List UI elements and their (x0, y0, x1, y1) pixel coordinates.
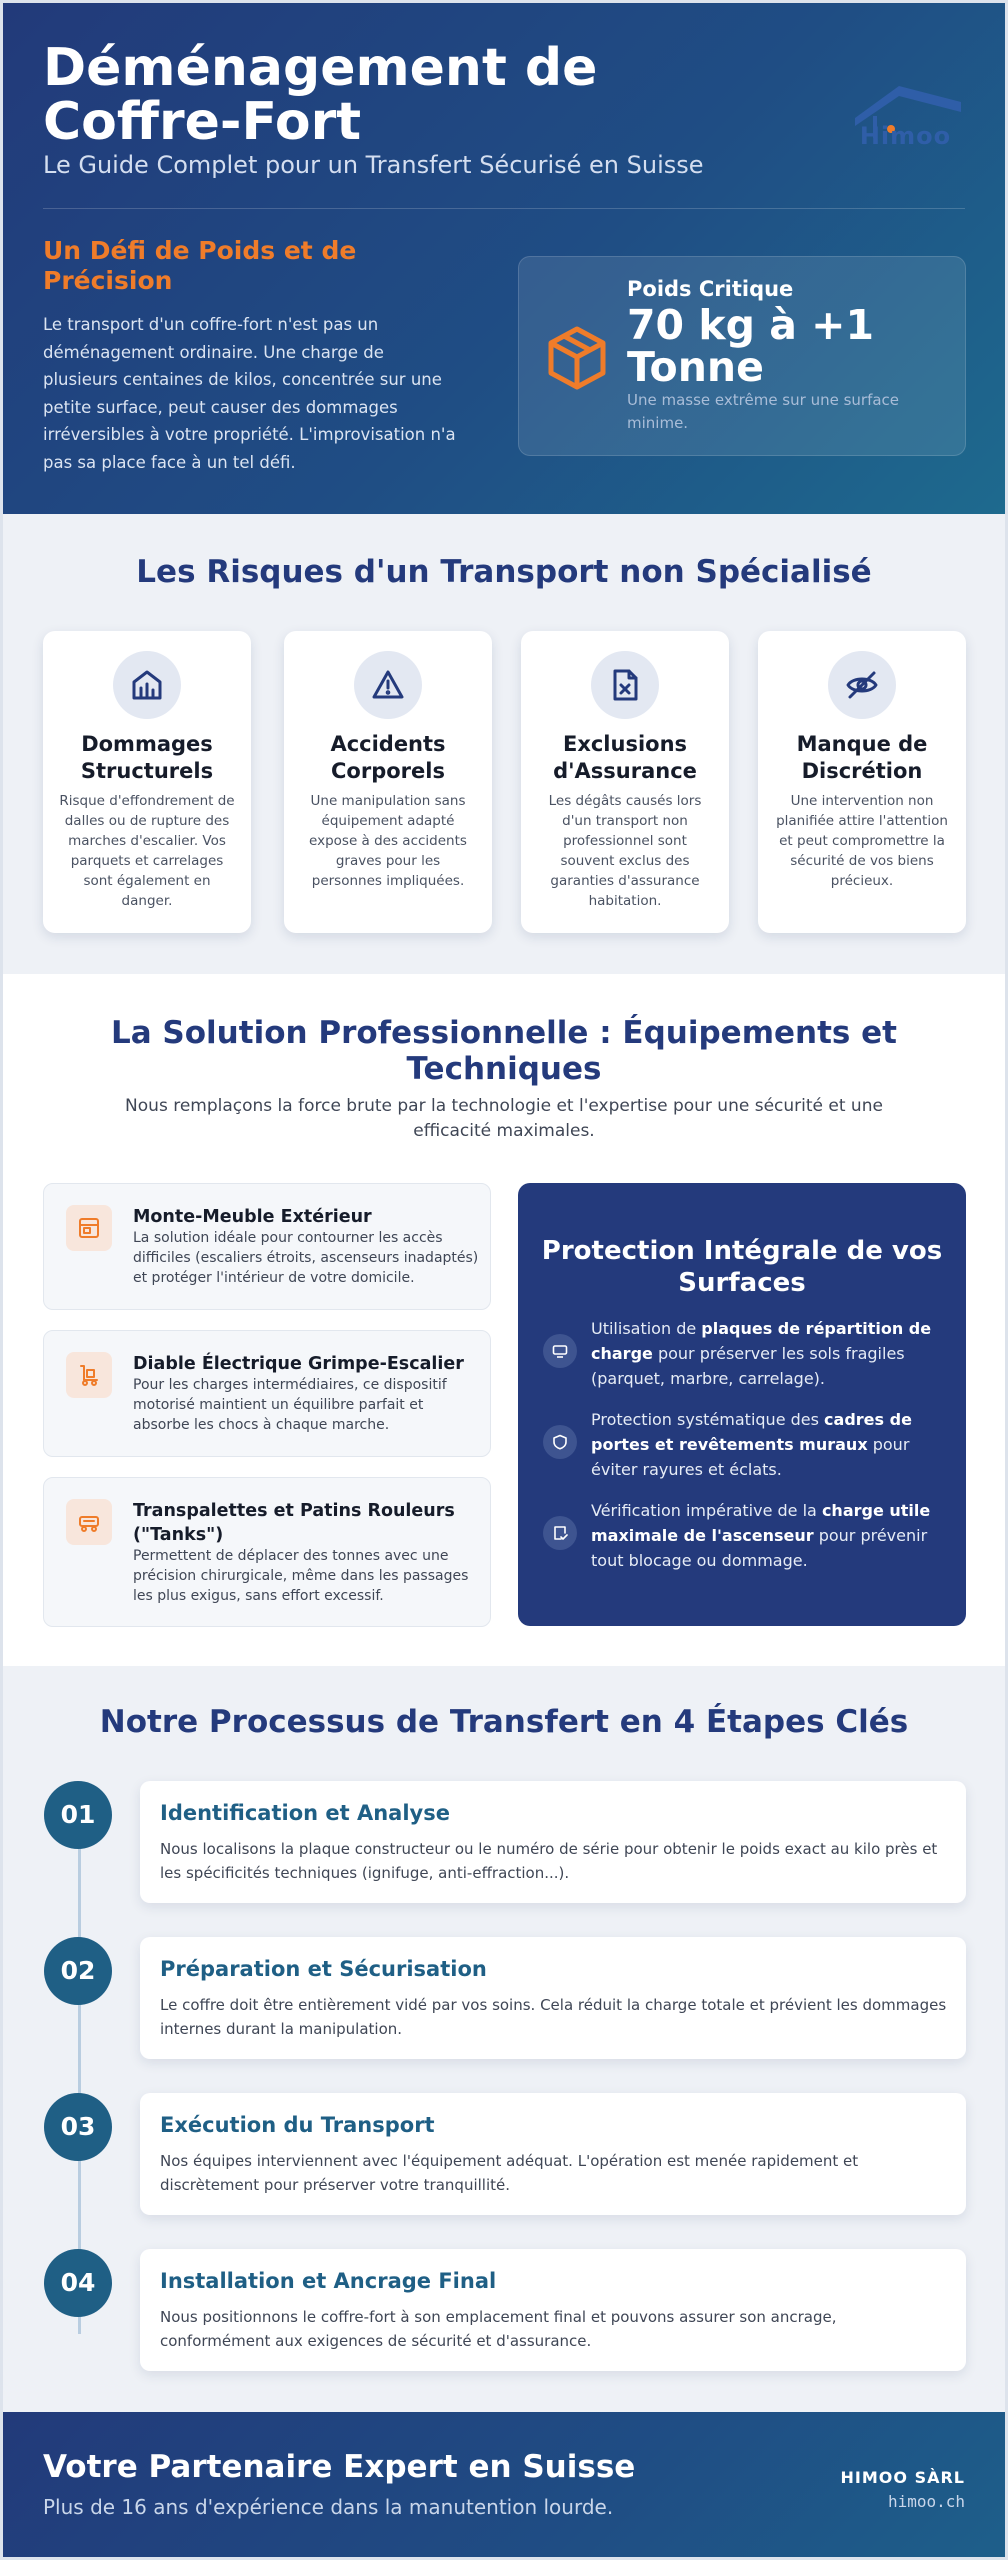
risk-title: Accidents Corporels (330, 732, 446, 783)
risks-section (3, 514, 1005, 974)
risk-desc: Une intervention non planifiée attire l'attention et peut compromettre la sécurité de vos biens précieux. (776, 793, 948, 889)
weight-stat-card (518, 256, 966, 456)
risk-desc: Risque d'effondrement de dalles ou de rupture des marches d'escalier. Vos parquets et carrelages sont également en danger. (59, 793, 235, 909)
risk-card (43, 631, 251, 933)
protection-text: Vérification impérative de la charge utile maximale de l'ascenseur pour prévenir tout blocage ou dommage. (591, 1501, 931, 1570)
step-number: 02 (44, 1937, 112, 2005)
risk-desc: Les dégâts causés lors d'un transport non professionnel sont souvent exclus des garanties d'assurance habitation. (548, 793, 702, 909)
risk-title: Exclusions d'Assurance (553, 732, 697, 783)
brand-logo (843, 78, 968, 153)
step-card (140, 1781, 966, 1903)
solution-subtitle: Nous remplaçons la force brute par la technologie et l'expertise pour une sécurité et une efficacité maximales. (125, 1096, 883, 1141)
challenge-text: Le transport d'un coffre-fort n'est pas un déménagement ordinaire. Une charge de plusieurs centaines de kilos, concentrée sur une petite surface, peut causer des dommages irréversibles à votre propriété. L'improvisation n'a pas sa place face à un tel défi. (43, 315, 456, 472)
shield-icon (543, 1425, 577, 1459)
step-title: Identification et Analyse (160, 1801, 450, 1825)
step-title: Exécution du Transport (160, 2113, 435, 2137)
warning-icon (354, 651, 422, 719)
equipment-card (43, 1330, 491, 1457)
equipment-card (43, 1183, 491, 1310)
stat-value: 70 kg à +1 Tonne (627, 301, 875, 391)
risk-desc: Une manipulation sans équipement adapté expose à des accidents graves pour les personnes impliquées. (309, 793, 467, 889)
equipment-desc: Pour les charges intermédiaires, ce dispositif motorisé maintient un équilibre parfait et absorbe les chocs à chaque marche. (133, 1377, 447, 1433)
file-x-icon (591, 651, 659, 719)
equipment-title: Monte-Meuble Extérieur (133, 1207, 372, 1227)
footer (3, 2412, 1005, 2557)
company-name: HIMOO SÀRL (840, 2468, 965, 2487)
step-desc: Nos équipes interviennent avec l'équipement adéquat. L'opération est menée rapidement et discrètement pour préserver votre tranquillité. (160, 2152, 859, 2194)
step-number: 04 (44, 2249, 112, 2317)
process-title: Notre Processus de Transfert en 4 Étapes Clés (99, 1704, 909, 1740)
building-damage-icon (113, 651, 181, 719)
equipment-title: Diable Électrique Grimpe-Escalier (133, 1354, 464, 1374)
hero-divider (43, 208, 965, 209)
page-title: Déménagement de Coffre-Fort (43, 38, 598, 152)
step-title: Préparation et Sécurisation (160, 1957, 487, 1981)
protection-text: Utilisation de plaques de répartition de charge pour préserver les sols fragiles (parquet, marbre, carrelage). (591, 1319, 932, 1388)
protection-panel (518, 1183, 966, 1626)
stat-note: Une masse extrême sur une surface minime. (627, 391, 900, 432)
step-title: Installation et Ancrage Final (160, 2269, 497, 2293)
step-card (140, 1937, 966, 2059)
step-card (140, 2093, 966, 2215)
protection-text: Protection systématique des cadres de portes et revêtements muraux pour éviter rayures et éclats. (591, 1410, 912, 1479)
step-number: 03 (44, 2093, 112, 2161)
step-desc: Nous positionnons le coffre-fort à son emplacement final et pouvons assurer son ancrage, conformément aux exigences de sécurité et d'assurance. (160, 2308, 837, 2350)
hero-section (3, 3, 1005, 514)
dolly-icon (66, 1352, 112, 1398)
equipment-title: Transpalettes et Patins Rouleurs ("Tanks") (133, 1501, 455, 1545)
plate-icon (543, 1334, 577, 1368)
website-link[interactable]: himoo.ch (887, 2492, 965, 2511)
lift-icon (66, 1205, 112, 1251)
challenge-title: Un Défi de Poids et de Précision (43, 236, 357, 295)
solution-title: La Solution Professionnelle : Équipements et Techniques (110, 1015, 898, 1087)
step-card (140, 2249, 966, 2371)
elevator-check-icon (543, 1516, 577, 1550)
risk-title: Manque de Discrétion (796, 732, 928, 783)
risk-card (758, 631, 966, 933)
stat-label: Poids Critique (627, 277, 794, 301)
step-number: 01 (44, 1781, 112, 1849)
equipment-desc: La solution idéale pour contourner les accès difficiles (escaliers étroits, ascenseurs inadaptés) et protéger l'intérieur de votre domicile. (133, 1230, 479, 1286)
box-icon (547, 325, 607, 391)
pallet-truck-icon (66, 1499, 112, 1545)
step-desc: Nous localisons la plaque constructeur ou le numéro de série pour obtenir le poids exact au kilo près et les spécificités techniques (ignifuge, anti-effraction...). (160, 1840, 938, 1882)
solution-section (3, 974, 1005, 1666)
equipment-card (43, 1477, 491, 1627)
risk-title: Dommages Structurels (80, 732, 214, 783)
risk-card (521, 631, 729, 933)
eye-off-icon (828, 651, 896, 719)
risk-card (284, 631, 492, 933)
risks-title: Les Risques d'un Transport non Spécialisé (136, 554, 872, 590)
equipment-desc: Permettent de déplacer des tonnes avec une précision chirurgicale, même dans les passages les plus exigus, sans effort excessif. (133, 1548, 469, 1604)
footer-subtitle: Plus de 16 ans d'expérience dans la manutention lourde. (43, 2495, 614, 2519)
step-desc: Le coffre doit être entièrement vidé par vos soins. Cela réduit la charge totale et prévient les dommages internes durant la manipulation. (160, 1996, 947, 2038)
process-section (3, 1666, 1005, 2412)
page-subtitle: Le Guide Complet pour un Transfert Sécurisé en Suisse (43, 151, 704, 179)
protection-title: Protection Intégrale de vos Surfaces (541, 1236, 943, 1298)
logo-text: Himoo (859, 122, 952, 150)
footer-title: Votre Partenaire Expert en Suisse (43, 2449, 636, 2485)
